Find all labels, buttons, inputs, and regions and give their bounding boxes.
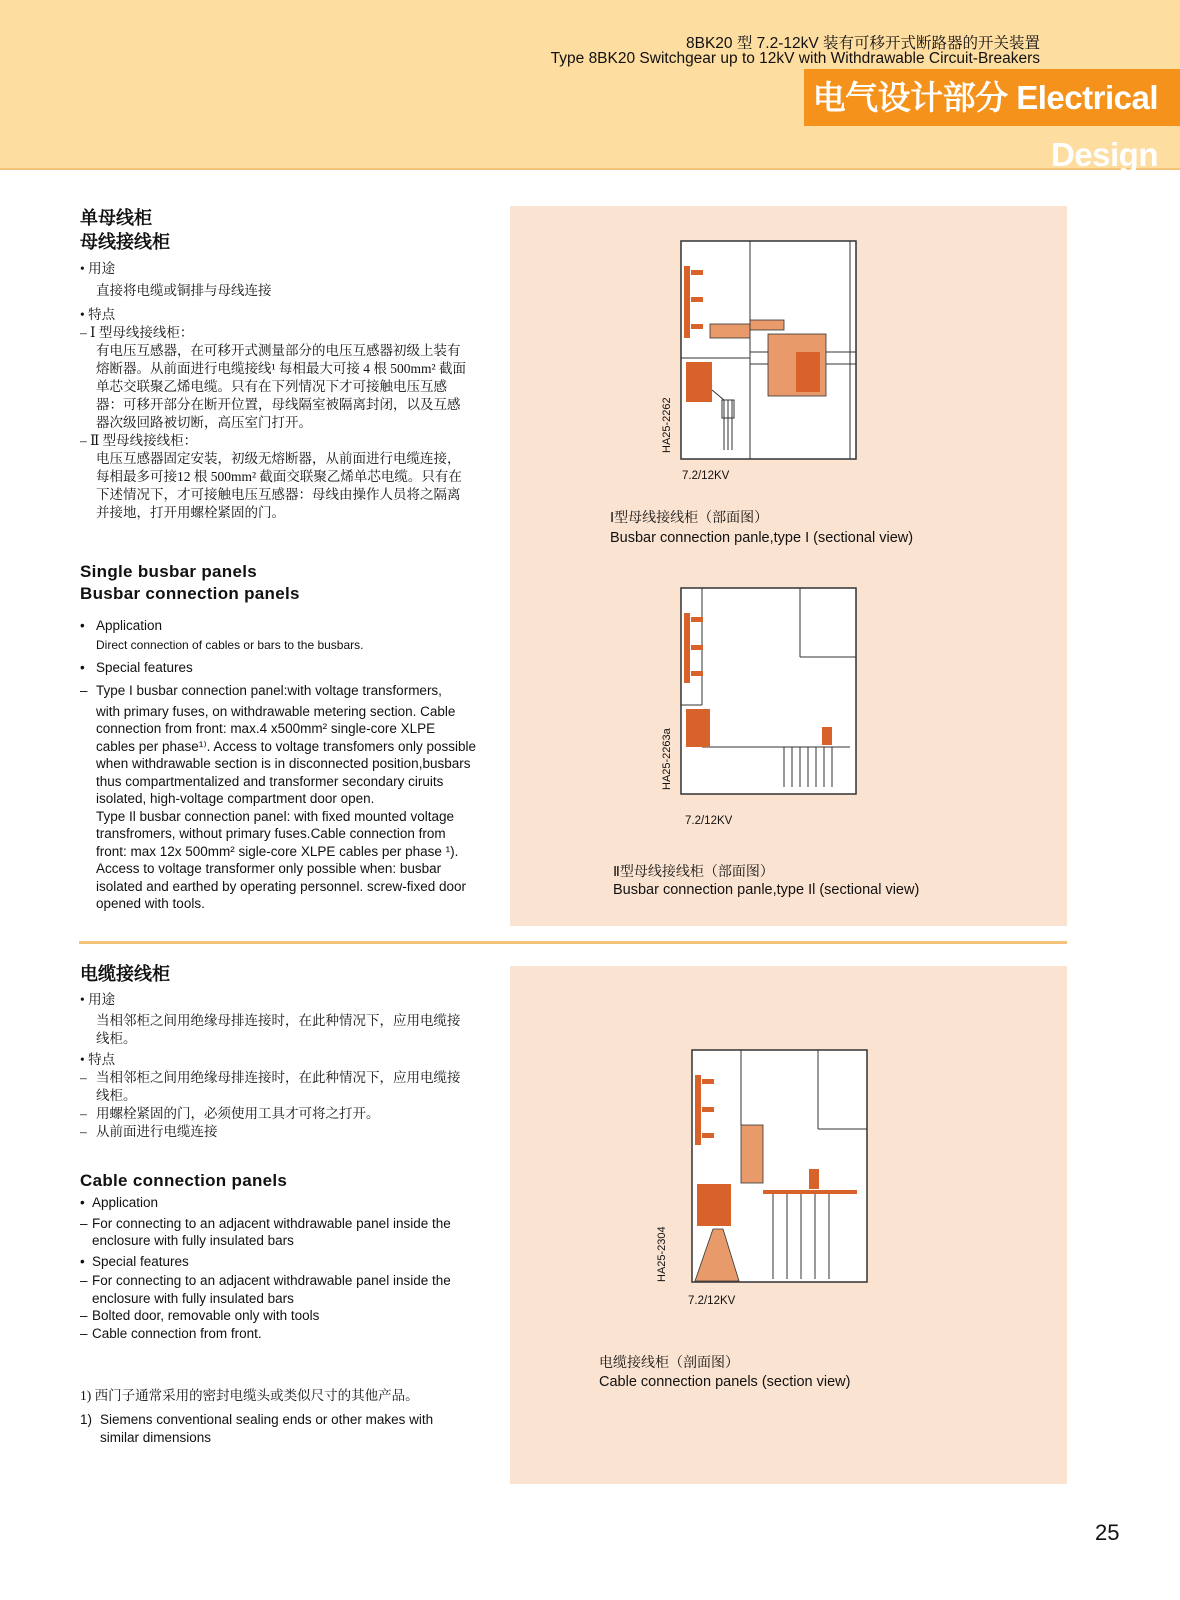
- busbar-type2-sectional-drawing: [680, 587, 870, 797]
- dash-icon: –: [80, 683, 88, 698]
- bullet-icon: •: [80, 659, 85, 675]
- dash-icon: –: [80, 1215, 88, 1231]
- busbar-en-app-text: Direct connection of cables or bars to the busbars.: [96, 637, 364, 652]
- figure-voltage-label: 7.2/12KV: [685, 815, 733, 827]
- busbar-zh-type1-heading: – Ⅰ 型母线接线柜：: [80, 325, 194, 340]
- busbar-type1-sectional-drawing: [680, 240, 870, 462]
- figure-caption-zh: 电缆接线柜（剖面图）: [599, 1356, 739, 1371]
- busbar-en-title-1: Single busbar panels: [80, 562, 257, 581]
- busbar-en-type1-first: Type I busbar connection panel:with voltage transformers,: [96, 683, 442, 698]
- busbar-en-type1-text: with primary fuses, on withdrawable metering section. Cable connection from front: max.4 x500mm² single-core XLPE cables per phase¹⁾. Access to voltage transfomers only possible when withdrawable section is in disconnected position,busbars thus compartmentalized and transformer secondary ciruits isolated, high-voltage compartment door open.: [96, 703, 477, 806]
- cable-en-feat-item: – Cable connection from front.: [80, 1325, 262, 1341]
- footnote-zh: 1) 西门子通常采用的密封电缆头或类似尺寸的其他产品。: [80, 1388, 419, 1403]
- cable-connection-sectional-drawing: [691, 1049, 881, 1285]
- figure-panel-busbar: [510, 206, 1067, 926]
- cable-en-feat: [80, 1253, 480, 1271]
- figure-caption-en: Busbar connection panle,type Il (sectional view): [613, 882, 920, 898]
- busbar-en-block: [80, 561, 480, 913]
- cable-zh-title: 电缆接线柜: [80, 964, 170, 985]
- busbar-en-app-heading: Application: [96, 618, 163, 633]
- figure-code-label: HA25-2304: [656, 1226, 668, 1282]
- busbar-en-feat: [80, 659, 480, 677]
- figure-code-label: HA25-2262: [661, 397, 673, 453]
- busbar-zh-app-text: 直接将电缆或铜排与母线连接: [96, 283, 272, 298]
- busbar-zh-title-2: 母线接线柜: [80, 232, 170, 253]
- figure-caption-zh: Ⅱ型母线接线柜（部面图）: [613, 865, 774, 880]
- section-divider: [79, 941, 1067, 944]
- figure-code-label: HA25-2263a: [661, 728, 673, 790]
- bullet-icon: •: [80, 1253, 85, 1269]
- busbar-en-title-2: Busbar connection panels: [80, 584, 300, 603]
- cable-zh-feat-item: – 从前面进行电缆连接: [80, 1124, 218, 1139]
- busbar-en-feat-heading: Special features: [96, 659, 193, 675]
- busbar-zh-type2-text: 电压互感器固定安装，初级无熔断器，从前面进行电缆连接，每相最多可接12 根 500mm² 截面交联聚乙烯单芯电缆。只有在下述情况下，才可接触电压互感器：母线由操作人员将之隔离并接地，打开用螺栓紧固的门。: [96, 451, 462, 520]
- page-number: 25: [1095, 1520, 1120, 1545]
- page-header: [0, 0, 1180, 173]
- busbar-zh-title-1: 单母线柜: [80, 208, 152, 229]
- busbar-zh-feat-heading: • 特点: [80, 307, 116, 322]
- cable-en-app-heading: Application: [92, 1195, 159, 1210]
- figure-voltage-label: 7.2/12KV: [688, 1295, 736, 1307]
- busbar-en-type1: [80, 682, 480, 700]
- cable-zh-feat-heading: • 特点: [80, 1052, 116, 1067]
- busbar-zh-type2-heading: – Ⅱ 型母线接线柜：: [80, 433, 198, 448]
- cable-en-app: [80, 1194, 480, 1212]
- footnote: [80, 1387, 480, 1446]
- figure-voltage-label: 7.2/12KV: [682, 470, 730, 482]
- figure-caption-en: Cable connection panels (section view): [599, 1374, 851, 1390]
- cable-zh-block: [80, 963, 480, 1141]
- footnote-en: [80, 1411, 480, 1446]
- cable-zh-app-heading: • 用途: [80, 992, 116, 1007]
- cable-en-title: Cable connection panels: [80, 1171, 288, 1190]
- section-banner: 电气设计部分 Electrical Design: [804, 69, 1180, 126]
- cable-en-feat-heading: Special features: [92, 1253, 189, 1269]
- header-title-zh: 8BK20 型 7.2-12kV 装有可移开式断路器的开关装置: [686, 35, 1040, 52]
- cable-zh-feat-item: – 当相邻柜之间用绝缘母排连接时，在此种情况下，应用电缆接线柜。: [80, 1070, 461, 1103]
- cable-en-feat-item: – For connecting to an adjacent withdrawable panel inside the enclosure with fully insulated bars: [80, 1273, 451, 1306]
- bullet-icon: •: [80, 1195, 85, 1210]
- cable-en-block: [80, 1170, 480, 1342]
- figure-caption-en: Busbar connection panle,type I (sectional view): [610, 530, 914, 546]
- busbar-zh-type1-text: 有电压互感器，在可移开式测量部分的电压互感器初级上装有熔断器。从前面进行电缆接线¹ 每相最大可接 4 根 500mm² 截面单芯交联聚乙烯电缆。只有在下列情况下才可接触电压互感器：可移开部分在断开位置，母线隔室被隔离封闭，以及互感器次级回路被切断，高压室门打开。: [96, 343, 466, 430]
- footnote-number: 1): [80, 1412, 93, 1427]
- figure-caption-zh: Ⅰ型母线接线柜（部面图）: [610, 511, 769, 526]
- busbar-en-type2-text: Type Il busbar connection panel: with fixed mounted voltage transfromers, without primary fuses.Cable connection from front: max 12x 500mm² sigle-core XLPE cables per phase ¹). Access to voltage transformer only possible when: busbar isolated and earthed by operating personnel. screw-fixed door opened with tools.: [96, 808, 466, 911]
- busbar-zh-block: [80, 207, 480, 522]
- busbar-en-app: [80, 617, 480, 635]
- figure-panel-cable: [510, 966, 1067, 1484]
- cable-zh-feat-item: – 用螺栓紧固的门，必须使用工具才可将之打开。: [80, 1106, 380, 1121]
- cable-zh-app-text: 当相邻柜之间用绝缘母排连接时，在此种情况下，应用电缆接线柜。: [96, 1013, 461, 1046]
- cable-en-app-item: – For connecting to an adjacent withdrawable panel inside the enclosure with fully insulated bars: [80, 1215, 451, 1248]
- footnote-en-text: Siemens conventional sealing ends or other makes with similar dimensions: [100, 1412, 434, 1445]
- busbar-zh-app-heading: • 用途: [80, 261, 116, 276]
- header-title-en: Type 8BK20 Switchgear up to 12kV with Withdrawable Circuit-Breakers: [550, 50, 1040, 67]
- cable-en-feat-item: – Bolted door, removable only with tools: [80, 1308, 320, 1323]
- bullet-icon: •: [80, 618, 85, 633]
